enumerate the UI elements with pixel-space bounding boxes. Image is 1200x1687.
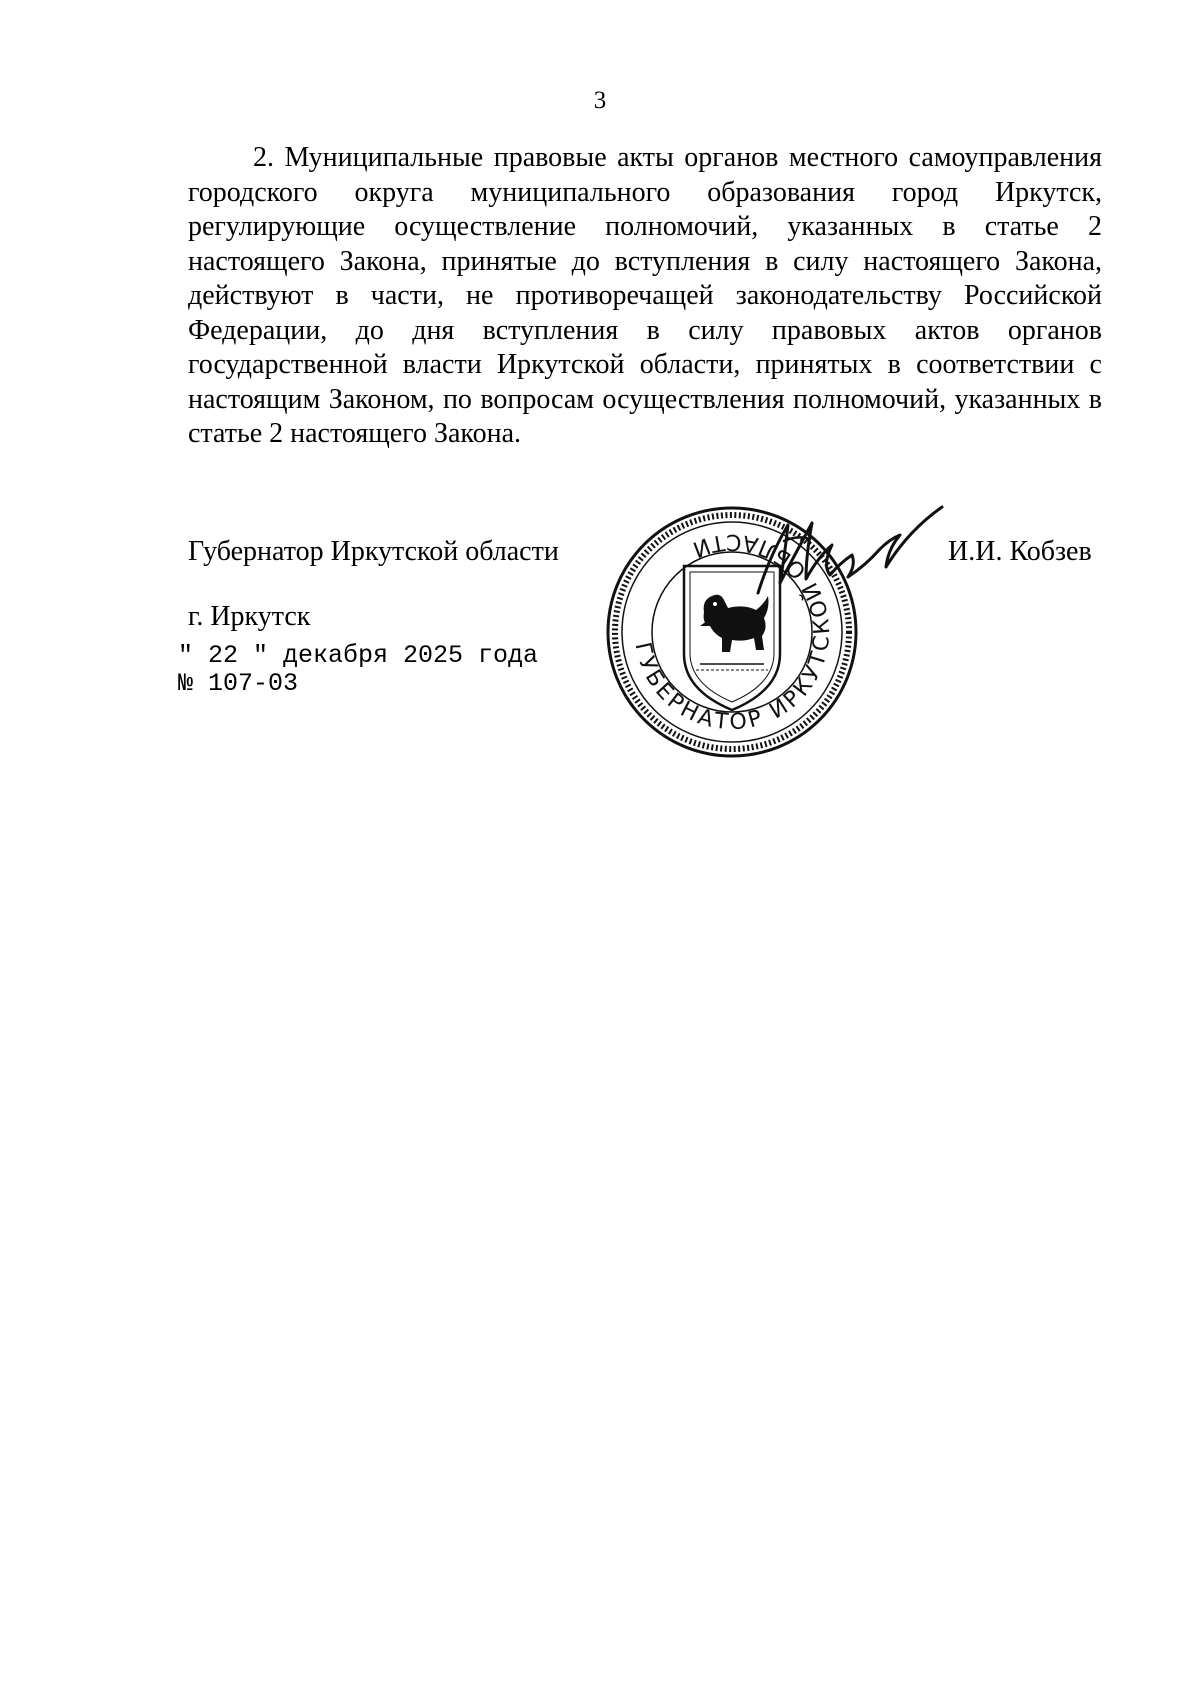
page-number: 3 bbox=[593, 87, 607, 114]
law-number: № 107-03 bbox=[178, 669, 299, 698]
handwritten-signature bbox=[740, 505, 950, 605]
governor-name: И.И. Кобзев bbox=[948, 536, 1092, 567]
governor-title: Губернатор Иркутской области bbox=[188, 536, 559, 567]
law-paragraph: 2. Муниципальные правовые акты органов местного самоуправления городского округа муниципального образования город Иркутск, регулирующие осуществление полномочий, указанных в статье 2 настоящего Закона, принятые до вступления в силу настоящего Закона, действуют в части, не противоречащей законодательству Российской Федерации, до дня вступления в силу правовых актов органов государственной власти Иркутской области, принятых в соответствии с настоящим Законом, по вопросам осуществления полномочий, указанных в статье 2 настоящего Закона. bbox=[188, 142, 1102, 449]
seal-text: ГУБЕРНАТОР ИРКУТСКОЙ ОБЛАСТИ bbox=[629, 528, 836, 736]
signing-date: " 22 " декабря 2025 года bbox=[178, 641, 539, 670]
signing-city: г. Иркутск bbox=[188, 601, 311, 632]
